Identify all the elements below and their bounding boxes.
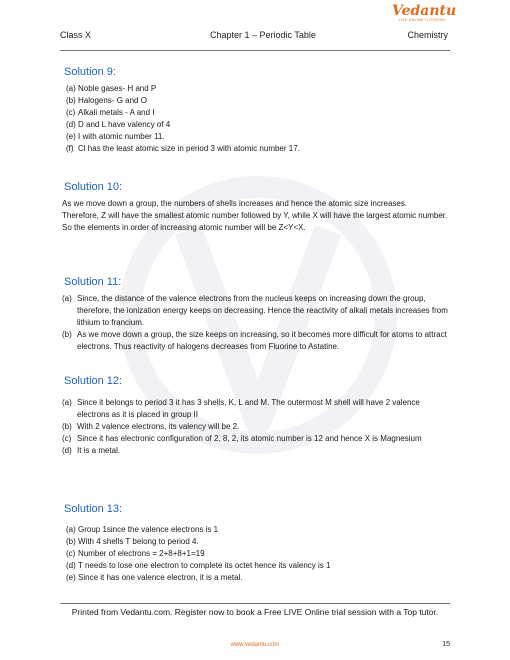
item-text: Since it belongs to period 3 it has 3 shells, K, L and M. The outermost M shell will have 2 valence electrons as it is placed in group II <box>77 398 420 419</box>
item-marker: (f) <box>66 144 74 153</box>
footer-divider <box>60 603 450 604</box>
solution-10 <box>62 181 450 234</box>
vedantu-logo <box>392 3 457 26</box>
page-header <box>60 30 448 44</box>
item-marker: (a) <box>66 525 76 534</box>
list-item <box>62 143 454 155</box>
list-item <box>62 131 454 143</box>
list-item <box>62 572 454 584</box>
item-text: T needs to lose one electron to complete its octet hence its valency is 1 <box>78 561 331 570</box>
item-text: Since it has electronic configuration of 2, 8, 2, its atomic number is 12 and hence X is Magnesium <box>77 434 422 443</box>
footer-promo-text: Printed from Vedantu.com. Register now to book a Free LIVE Online trial session with a Top tutor. <box>71 607 439 617</box>
item-marker: (c) <box>62 434 72 443</box>
item-text: Cl has the least atomic size in period 3 with atomic number 17. <box>78 144 300 153</box>
header-subject: Chemistry <box>407 30 448 40</box>
logo-tagline: LIVE ONLINE TUTORING <box>398 18 446 22</box>
item-text: I with atomic number 11. <box>78 132 165 141</box>
item-text: It is a metal. <box>77 446 121 455</box>
list-item <box>62 433 450 445</box>
item-text: With 2 valence electrons, its valency will be 2. <box>77 422 240 431</box>
list-item <box>62 548 454 560</box>
header-class: Class X <box>60 30 92 40</box>
item-marker: (d) <box>62 446 72 455</box>
solution-title: Solution 12: <box>64 375 123 387</box>
logo-text: Vedantu <box>392 3 457 19</box>
paragraph: So the elements in order of increasing atomic number will be Z<Y<X. <box>62 223 306 232</box>
solution-9 <box>62 66 454 155</box>
list-item <box>62 421 450 433</box>
header-chapter: Chapter 1 – Periodic Table <box>210 30 316 40</box>
list-item <box>62 293 450 329</box>
solution-13 <box>62 503 454 584</box>
item-marker: (b) <box>66 537 76 546</box>
list-item <box>62 397 450 421</box>
item-marker: (d) <box>66 120 76 129</box>
list-item <box>62 536 454 548</box>
item-marker: (b) <box>66 96 76 105</box>
solution-title: Solution 9: <box>64 66 116 78</box>
item-text: D and L have valency of 4 <box>78 120 171 129</box>
item-text: Noble gases- H and P <box>78 84 157 93</box>
list-item <box>62 560 454 572</box>
paragraph: Therefore, Z will have the smallest atomic number followed by Y, while X will have the largest atomic number. <box>62 211 448 220</box>
list-item <box>62 95 454 107</box>
list-item <box>62 83 454 95</box>
item-marker: (c) <box>66 549 76 558</box>
item-text: Since, the distance of the valence electrons from the nucleus keeps on increasing down the group, therefore, the ionization energy keeps on decreasing. Hence the reactivity of alkali metals increases from lithium to francium. <box>77 294 448 327</box>
item-text: Alkali metals - A and I <box>78 108 155 117</box>
header-divider <box>60 50 450 51</box>
item-marker: (e) <box>66 132 76 141</box>
item-text: Halogens- G and O <box>78 96 147 105</box>
list-item <box>62 524 454 536</box>
list-item <box>62 329 450 353</box>
footer-url[interactable]: www.vedantu.com <box>230 642 280 648</box>
solution-title: Solution 11: <box>64 276 122 288</box>
item-marker: (b) <box>62 330 72 339</box>
item-text: Group 1since the valence electrons is 1 <box>78 525 219 534</box>
item-text: Number of electrons = 2+8+8+1=19 <box>78 549 205 558</box>
item-marker: (b) <box>62 422 72 431</box>
item-marker: (a) <box>62 398 72 407</box>
item-text: With 4 shells T belong to period 4. <box>78 537 199 546</box>
solution-12 <box>62 375 450 457</box>
solution-title: Solution 10: <box>64 181 123 193</box>
solution-title: Solution 13: <box>64 503 123 515</box>
solution-11 <box>62 276 450 353</box>
list-item <box>62 107 454 119</box>
page-number: 15 <box>442 641 450 648</box>
item-marker: (e) <box>66 573 76 582</box>
item-marker: (c) <box>66 108 76 117</box>
item-text: Since it has one valence electron, it is a metal. <box>78 573 243 582</box>
list-item <box>62 119 454 131</box>
item-text: As we move down a group, the size keeps on increasing, so it becomes more difficult for atoms to attract electrons. Thus reactivity of halogens decreases from Fluorine to Astatine. <box>77 330 447 351</box>
list-item <box>62 445 450 457</box>
item-marker: (a) <box>62 294 72 303</box>
paragraph: As we move down a group, the numbers of shells increases and hence the atomic size increases. <box>62 199 408 208</box>
item-marker: (a) <box>66 84 76 93</box>
item-marker: (d) <box>66 561 76 570</box>
